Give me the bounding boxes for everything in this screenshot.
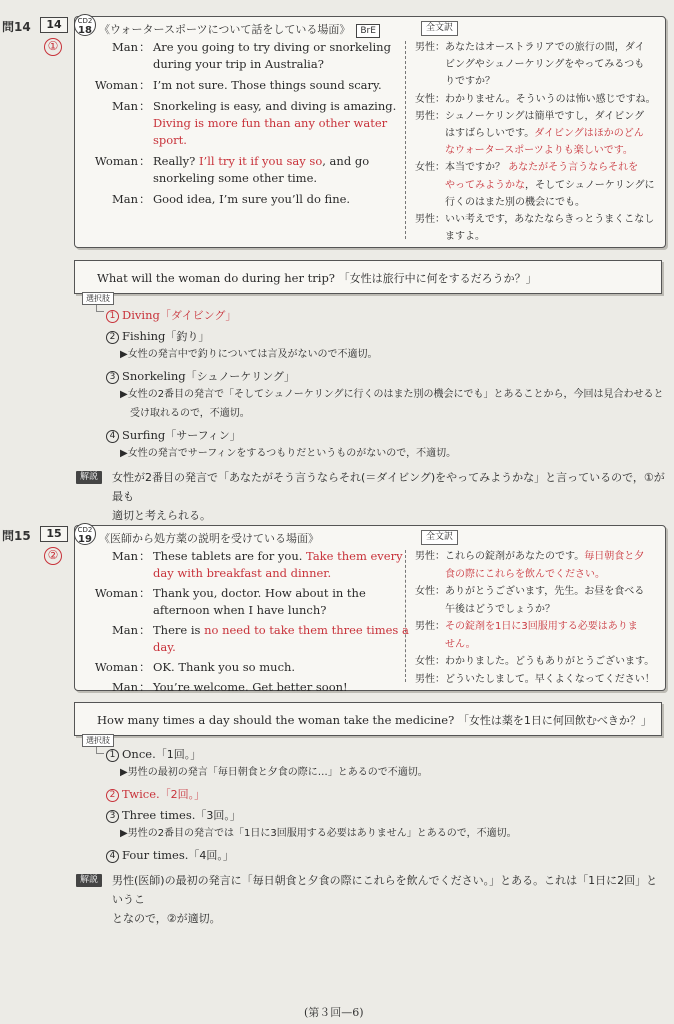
option-en: Once. <box>122 747 156 761</box>
dialogue-text <box>153 585 366 602</box>
q15-options-tag: 選択肢 <box>82 734 114 747</box>
option-2 <box>106 787 205 802</box>
option-4 <box>106 848 234 863</box>
q14-translation-tag: 全文訳 <box>421 21 458 36</box>
q15-question-box <box>74 702 662 736</box>
q14-label: 問14 <box>2 20 31 34</box>
option-number-icon: 3 <box>106 810 119 823</box>
option-number-icon: 4 <box>106 430 119 443</box>
text-run: 女性：わかりません。そういうのは怖い感じですね。 <box>415 93 656 105</box>
text-run: I’m not sure. Those things sound scary. <box>153 78 382 92</box>
option-note: ▶女性の発言でサーフィンをするつもりだというものがないので，不適切。 <box>120 448 457 459</box>
q15-answer-mark: ② <box>44 547 62 565</box>
text-run: りですか？ <box>415 76 495 88</box>
option-1 <box>106 308 236 323</box>
speaker-colon: ： <box>139 680 151 694</box>
highlighted-text: sport. <box>153 133 187 147</box>
dialogue-text <box>153 565 331 582</box>
option-en: Diving <box>122 308 160 322</box>
q14-question-en: What will the woman do during her trip? <box>97 271 335 285</box>
text-run: 男性：どういたしまして。早くよくなってください！ <box>415 673 655 685</box>
text-run: There is <box>153 623 205 637</box>
highlighted-text: ダイビングはほかのどん <box>534 128 644 139</box>
speaker-label: Man <box>111 623 138 637</box>
dialogue-text <box>153 659 295 676</box>
translation-line <box>415 125 644 142</box>
translation-line <box>415 73 495 90</box>
highlighted-text: no need to take them three times a <box>204 623 409 637</box>
q15-question-jp: 「女性は薬を1日に何回飲むべきか？」 <box>457 714 652 727</box>
text-run: 男性：いい考えです，あなたならきっとうまくこなし <box>415 214 655 225</box>
q14-options-tag: 選択肢 <box>82 292 114 305</box>
dialogue-line <box>75 77 400 94</box>
speaker-label: Man <box>111 192 138 206</box>
translation-line <box>415 194 585 211</box>
page-footer: (第３回—6) <box>304 1006 364 1019</box>
dialogue-line <box>75 39 400 56</box>
translation-line <box>415 653 654 670</box>
option-2 <box>106 329 209 344</box>
dialogue-line <box>75 132 400 149</box>
translation-line <box>415 159 638 176</box>
option-jp: 「1回。」 <box>155 748 202 761</box>
q15-scene-title: 《医師から処方薬の説明を受けている場面》 <box>99 532 319 545</box>
dialogue-line <box>75 115 400 132</box>
option-jp: 「ダイビング」 <box>159 309 237 322</box>
text-run: 女性：本当ですか？ <box>415 162 509 174</box>
q14-explanation: 女性が2番目の発言で「あなたがそう言うならそれ(＝ダイビング)をやってみようかな」と言っているので，①が最も 適切と考えられる。 <box>112 471 665 522</box>
dialogue-line <box>75 98 400 115</box>
option-number-icon: 4 <box>106 850 119 863</box>
dialogue-text <box>153 56 324 73</box>
q15-explanation: 男性(医師)の最初の発言に「毎日朝食と夕食の際にこれらを飲んでください。」とある。これは「1日に2回」というこ となので，②が適切。 <box>112 874 658 925</box>
speaker-colon: ： <box>139 660 151 674</box>
highlighted-text: 毎日朝食と夕 <box>584 551 645 562</box>
text-run: You’re welcome. Get better soon! <box>153 680 348 694</box>
q14-explanation-tag: 解説 <box>76 471 102 484</box>
translation-line <box>415 39 645 56</box>
speaker-label: Man <box>111 680 138 694</box>
speaker-label: Man <box>111 99 138 113</box>
highlighted-text: Diving is more fun than any other water <box>153 116 388 130</box>
dialogue-text <box>153 622 409 639</box>
text-run: 行くのはまた別の機会にでも。 <box>415 196 585 208</box>
option-note: ▶男性の2番目の発言では「1日に3回服用する必要はありません」とあるので，不適切。 <box>120 828 517 839</box>
dialogue-text <box>153 77 382 94</box>
dialogue-text <box>153 115 387 132</box>
dialogue-line <box>75 548 403 565</box>
dialogue-line <box>75 602 400 619</box>
dialogue-text <box>153 98 396 115</box>
dialogue-line <box>75 56 400 73</box>
dialogue-line <box>75 622 409 639</box>
speaker-colon: ： <box>139 40 151 54</box>
translation-line <box>415 108 644 125</box>
option-3 <box>106 369 295 384</box>
highlighted-text: day with breakfast and dinner. <box>153 566 332 580</box>
text-run: Thank you, doctor. How about in the <box>153 586 366 600</box>
option-note: ▶男性の最初の発言「毎日朝食と夕食の際に…」とあるので不適切。 <box>120 767 428 778</box>
option-note: ▶女性の発言中で釣りについては言及がないので不適切。 <box>120 349 378 360</box>
option-1 <box>106 747 201 762</box>
text-run: 男性：あなたはオーストラリアでの旅行の間，ダイ <box>415 42 645 53</box>
q15-number-box: 15 <box>40 526 68 542</box>
option-number-icon: 2 <box>106 789 119 802</box>
q15-label: 問15 <box>2 529 31 543</box>
q14-column-divider <box>405 41 406 239</box>
option-jp: 「3回。」 <box>195 809 241 822</box>
dialogue-text <box>153 548 403 565</box>
q14-question-box <box>74 260 662 294</box>
speaker-label: Woman <box>94 78 138 92</box>
option-number-icon: 3 <box>106 371 119 384</box>
highlighted-text: やってみようかな <box>415 179 525 191</box>
translation-line <box>415 56 644 73</box>
text-run: during your trip in Australia? <box>153 57 324 71</box>
translation-line <box>415 671 655 688</box>
speaker-label: Woman <box>94 660 138 674</box>
text-run: 男性： <box>415 621 445 632</box>
q14-dialogue-box <box>74 16 666 248</box>
speaker-colon: ： <box>139 623 151 637</box>
option-3 <box>106 808 241 823</box>
speaker-label: Woman <box>94 586 138 600</box>
option-jp: 「釣り」 <box>165 330 210 343</box>
option-number-icon: 2 <box>106 331 119 344</box>
translation-line <box>415 583 644 600</box>
translation-line <box>415 566 605 583</box>
translation-line <box>415 142 633 159</box>
dialogue-text <box>153 602 326 619</box>
translation-line <box>415 601 555 618</box>
text-run: 男性：これらの錠剤があなたのです。 <box>415 551 585 562</box>
option-jp: 「シュノーケリング」 <box>185 370 296 383</box>
q15-explanation-tag: 解説 <box>76 874 102 887</box>
q15-dialogue-box <box>74 525 666 694</box>
dialogue-line <box>75 153 400 170</box>
speaker-colon: ： <box>139 192 151 206</box>
q15-cd-badge: CD2 19 <box>74 523 96 545</box>
translation-line <box>415 177 655 194</box>
dialogue-text <box>153 639 176 656</box>
dialogue-text <box>153 191 350 208</box>
text-run: 男性：シュノーケリングは簡単ですし，ダイビング <box>415 110 645 122</box>
dialogue-line <box>75 565 400 582</box>
highlighted-text: 食の際にこれらを飲んでください。 <box>415 568 605 580</box>
dialogue-line <box>75 170 400 187</box>
text-run: ますよ。 <box>415 231 485 243</box>
speaker-colon: ： <box>139 99 151 113</box>
q14-question-jp: 「女性は旅行中に何をするだろうか？」 <box>338 272 537 285</box>
translation-line <box>415 618 638 635</box>
option-jp: 「2回。」 <box>159 788 206 801</box>
highlighted-text: I’ll try it if you say so <box>199 154 323 168</box>
highlighted-text: なウォータースポーツよりも楽しいです。 <box>415 145 633 157</box>
option-number-icon: 1 <box>106 749 119 762</box>
option-en: Three times. <box>122 808 196 822</box>
option-number-icon: 1 <box>106 310 119 323</box>
q14-cd-badge: CD2 18 <box>74 14 96 36</box>
text-run: ビングやシュノーケリングをやってみるつも <box>415 59 645 71</box>
option-note-continued: 受け取れるので，不適切。 <box>130 408 250 419</box>
option-en: Snorkeling <box>122 369 186 383</box>
speaker-colon: ： <box>139 78 151 92</box>
option-en: Fishing <box>122 329 166 343</box>
text-run: , and go <box>322 154 370 168</box>
option-en: Twice. <box>122 787 160 801</box>
speaker-label: Man <box>111 549 138 563</box>
text-run: These tablets are for you. <box>153 549 307 563</box>
text-run: OK. Thank you so much. <box>153 660 296 674</box>
text-run: Good idea, I’m sure you’ll do fine. <box>153 192 351 206</box>
dialogue-line <box>75 191 400 208</box>
translation-line <box>415 548 644 565</box>
q15-question-en: How many times a day should the woman take the medicine? <box>97 713 455 727</box>
dialogue-line <box>75 585 400 602</box>
dialogue-text <box>153 132 187 149</box>
text-run: ，そしてシュノーケリングに <box>525 179 655 191</box>
text-run: 女性：わかりました。どうもありがとうございます。 <box>415 656 655 667</box>
speaker-colon: ： <box>139 549 151 563</box>
text-run: Really? <box>153 154 199 168</box>
translation-line <box>415 228 485 245</box>
text-run: 午後はどうでしょうか？ <box>415 603 555 615</box>
text-run: snorkeling some other time. <box>153 171 318 185</box>
option-4 <box>106 428 241 443</box>
highlighted-text: その錠剤を1日に3回服用する必要はありま <box>445 621 638 632</box>
q15-translation-tag: 全文訳 <box>421 530 458 545</box>
dialogue-text <box>153 153 369 170</box>
text-run: 女性：ありがとうございます，先生。お昼を食べる <box>415 586 645 597</box>
translation-line <box>415 211 654 228</box>
speaker-label: Woman <box>94 154 138 168</box>
highlighted-text: せん。 <box>415 638 476 650</box>
option-jp: 「サーフィン」 <box>165 429 241 442</box>
translation-line <box>415 91 656 108</box>
highlighted-text: Take them every <box>306 549 403 563</box>
option-en: Surfing <box>122 428 166 442</box>
option-en: Four times. <box>122 848 189 862</box>
speaker-colon: ： <box>139 154 151 168</box>
option-jp: 「4回。」 <box>188 849 234 862</box>
text-run: afternoon when I have lunch? <box>153 603 327 617</box>
dialogue-text <box>153 39 391 56</box>
speaker-colon: ： <box>139 586 151 600</box>
text-run: Snorkeling is easy, and diving is amazing. <box>153 99 397 113</box>
translation-line <box>415 636 476 653</box>
q14-scene-title: 《ウォータースポーツについて話をしている場面》 BrE <box>99 21 380 38</box>
q14-number-box: 14 <box>40 17 68 33</box>
text-run: はすばらしいです。 <box>415 128 535 139</box>
dialogue-line <box>75 659 400 676</box>
q15-column-divider <box>405 550 406 682</box>
speaker-label: Man <box>111 40 138 54</box>
dialogue-line <box>75 639 400 656</box>
option-note: ▶女性の2番目の発言で「そしてシュノーケリングに行くのはまた別の機会にでも」とあることから，今回は見合わせると <box>120 389 664 400</box>
q14-accent-tag: BrE <box>356 24 380 38</box>
dialogue-text <box>153 170 317 187</box>
dialogue-line <box>75 679 400 696</box>
dialogue-text <box>153 679 348 696</box>
text-run: Are you going to try diving or snorkeling <box>153 40 391 54</box>
q14-answer-mark: ① <box>44 38 62 56</box>
highlighted-text: day. <box>153 640 176 654</box>
highlighted-text: あなたがそう言うならそれを <box>508 162 639 174</box>
